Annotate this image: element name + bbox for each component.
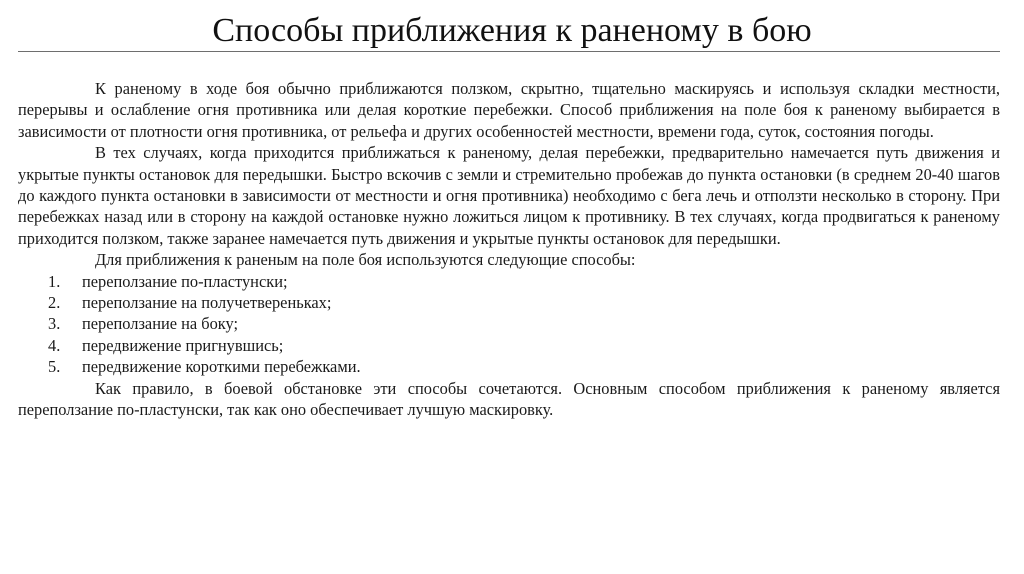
paragraph-conclusion: Как правило, в боевой обстановке эти способы сочетаются. Основным способом приближения к раненому является переползание по-пластунски, так как оно обеспечивает лучшую маскировку. [18,378,1000,420]
list-item-text: передвижение пригнувшись; [82,335,284,355]
title-divider [18,51,1000,52]
list-item-number: 1. [48,271,61,291]
list-item [18,271,1000,292]
list-item-number: 2. [48,293,61,313]
slide-title: Способы приближения к раненому в бою [212,12,812,49]
paragraph-dashes: В тех случаях, когда приходится приближаться к раненому, делая перебежки, предварительно намечается путь движения и укрытые пункты остановок для передышки. Быстро вскочив с земли и стремительно пробежав до пункта остановки (в среднем 20-40 шагов до каждого пункта остановки в зависимости от местности и огня противника) необходимо с бега лечь и отползти несколько в сторону. При перебежках назад или в сторону на каждой остановке нужно ложиться лицом к противнику. В тех случаях, когда продвигаться к раненому приходится ползком, также заранее намечается путь движения и укрытые пункты остановок для передышки. [18,143,1000,248]
list-item [18,335,1000,356]
list-item-number: 5. [48,357,61,377]
list-item-number: 4. [48,335,61,355]
list-item-text: передвижение короткими перебежками. [82,357,361,377]
list-item-text: переползание на боку; [82,314,239,334]
list-item [18,313,1000,334]
list-item [18,356,1000,377]
slide-body [18,78,1000,421]
list-item-text: переползание на получетвереньках; [82,293,332,313]
list-item [18,292,1000,313]
paragraph-approach-methods: К раненому в ходе боя обычно приближаются ползком, скрытно, тщательно маскируясь и используя складки местности, перерывы и ослабление огня противника или делая короткие перебежки. Способ приближения на поле боя к раненому выбирается в зависимости от плотности огня противника, от рельефа и других особенностей местности, времени года, суток, состояния погоды. [18,79,1000,141]
list-item-number: 3. [48,314,61,334]
list-item-text: переползание по-пластунски; [82,271,288,291]
list-intro: Для приближения к раненым на поле боя используются следующие способы: [95,250,636,270]
methods-list [18,271,1000,378]
